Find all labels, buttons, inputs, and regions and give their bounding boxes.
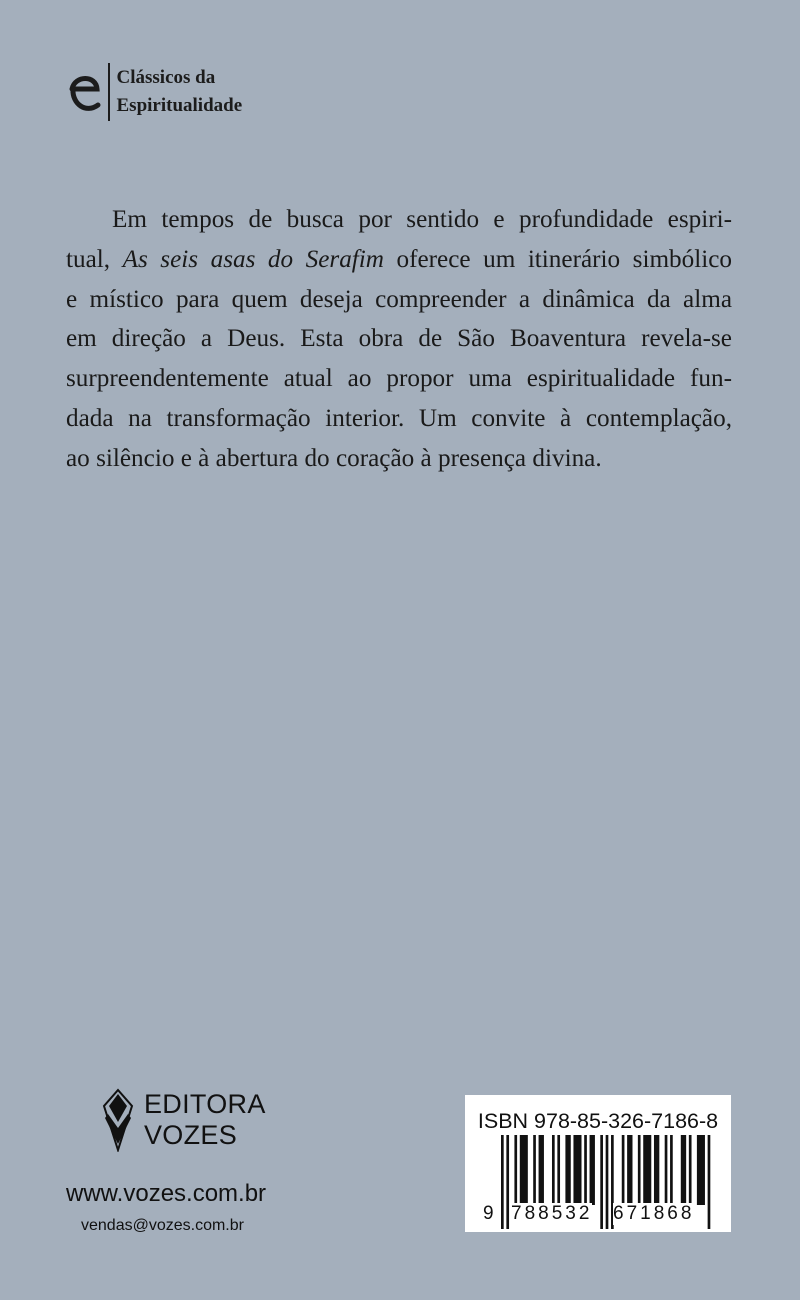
series-title-line1: Clássicos da	[116, 67, 216, 88]
barcode-digits-right: 671868	[613, 1203, 695, 1224]
publisher-name-line2: VOZES	[144, 1120, 238, 1150]
barcode-bar	[670, 1135, 673, 1205]
blurb-line-2-start: tual,	[66, 245, 123, 273]
blurb-line-1: Em tempos de busca por sentido e profundidade espiri-	[112, 206, 732, 233]
blurb-line-5: surpreendentemente atual ao propor uma espiritualidade fun-	[66, 365, 732, 393]
publisher-email: vendas@vozes.com.br	[81, 1217, 244, 1234]
blurb-line-3: e místico para quem deseja compreender a dinâmica da alma	[66, 285, 732, 313]
barcode-digit-first: 9	[483, 1203, 494, 1224]
series-title-line2: Espiritualidade	[116, 95, 243, 116]
blurb-line-7: ao silêncio e à abertura do coração à presença divina.	[66, 444, 602, 472]
barcode-bar	[552, 1135, 555, 1205]
blurb-line-4: em direção a Deus. Esta obra de São Boaventura revela-se	[66, 325, 732, 353]
series-branding	[64, 62, 242, 122]
barcode-bar	[590, 1135, 595, 1205]
barcode-bar	[627, 1135, 632, 1205]
book-title: As seis asas do Serafim	[122, 245, 384, 273]
publisher-logo	[96, 1088, 266, 1152]
barcode-bar	[565, 1135, 570, 1205]
barcode-bar	[520, 1135, 528, 1205]
barcode-bar	[638, 1135, 641, 1205]
barcode-bar	[557, 1135, 560, 1205]
publisher-name-line1: EDITORA	[144, 1089, 266, 1119]
series-divider	[108, 63, 110, 121]
barcode-bar	[514, 1135, 517, 1205]
barcode-bar	[697, 1135, 705, 1205]
back-cover-blurb	[66, 200, 732, 479]
barcode-bar	[539, 1135, 544, 1205]
editora-vozes-logo-icon	[96, 1088, 140, 1152]
barcode-bar	[689, 1135, 692, 1205]
cs-series-logo-icon	[64, 62, 104, 122]
barcode-digits-left: 788532	[511, 1203, 593, 1224]
barcode-bar	[681, 1135, 686, 1205]
series-title	[117, 64, 243, 120]
barcode-bar	[622, 1135, 625, 1205]
barcode-bar	[654, 1135, 659, 1205]
isbn-label: ISBN 978-85-326-7186-8	[477, 1109, 719, 1133]
barcode-digits	[465, 1203, 731, 1227]
barcode-bar	[643, 1135, 651, 1205]
blurb-line-2-end: oferece um itinerário simbólico	[383, 245, 732, 273]
barcode-bar	[533, 1135, 536, 1205]
barcode-bar	[573, 1135, 581, 1205]
barcode-bar	[584, 1135, 587, 1205]
barcode-bar	[665, 1135, 668, 1205]
publisher-website: www.vozes.com.br	[66, 1180, 267, 1207]
blurb-line-6: dada na transformação interior. Um convite à contemplação,	[66, 404, 732, 432]
publisher-name	[144, 1089, 266, 1151]
blurb-line-2	[66, 240, 732, 280]
isbn-barcode	[465, 1095, 731, 1232]
